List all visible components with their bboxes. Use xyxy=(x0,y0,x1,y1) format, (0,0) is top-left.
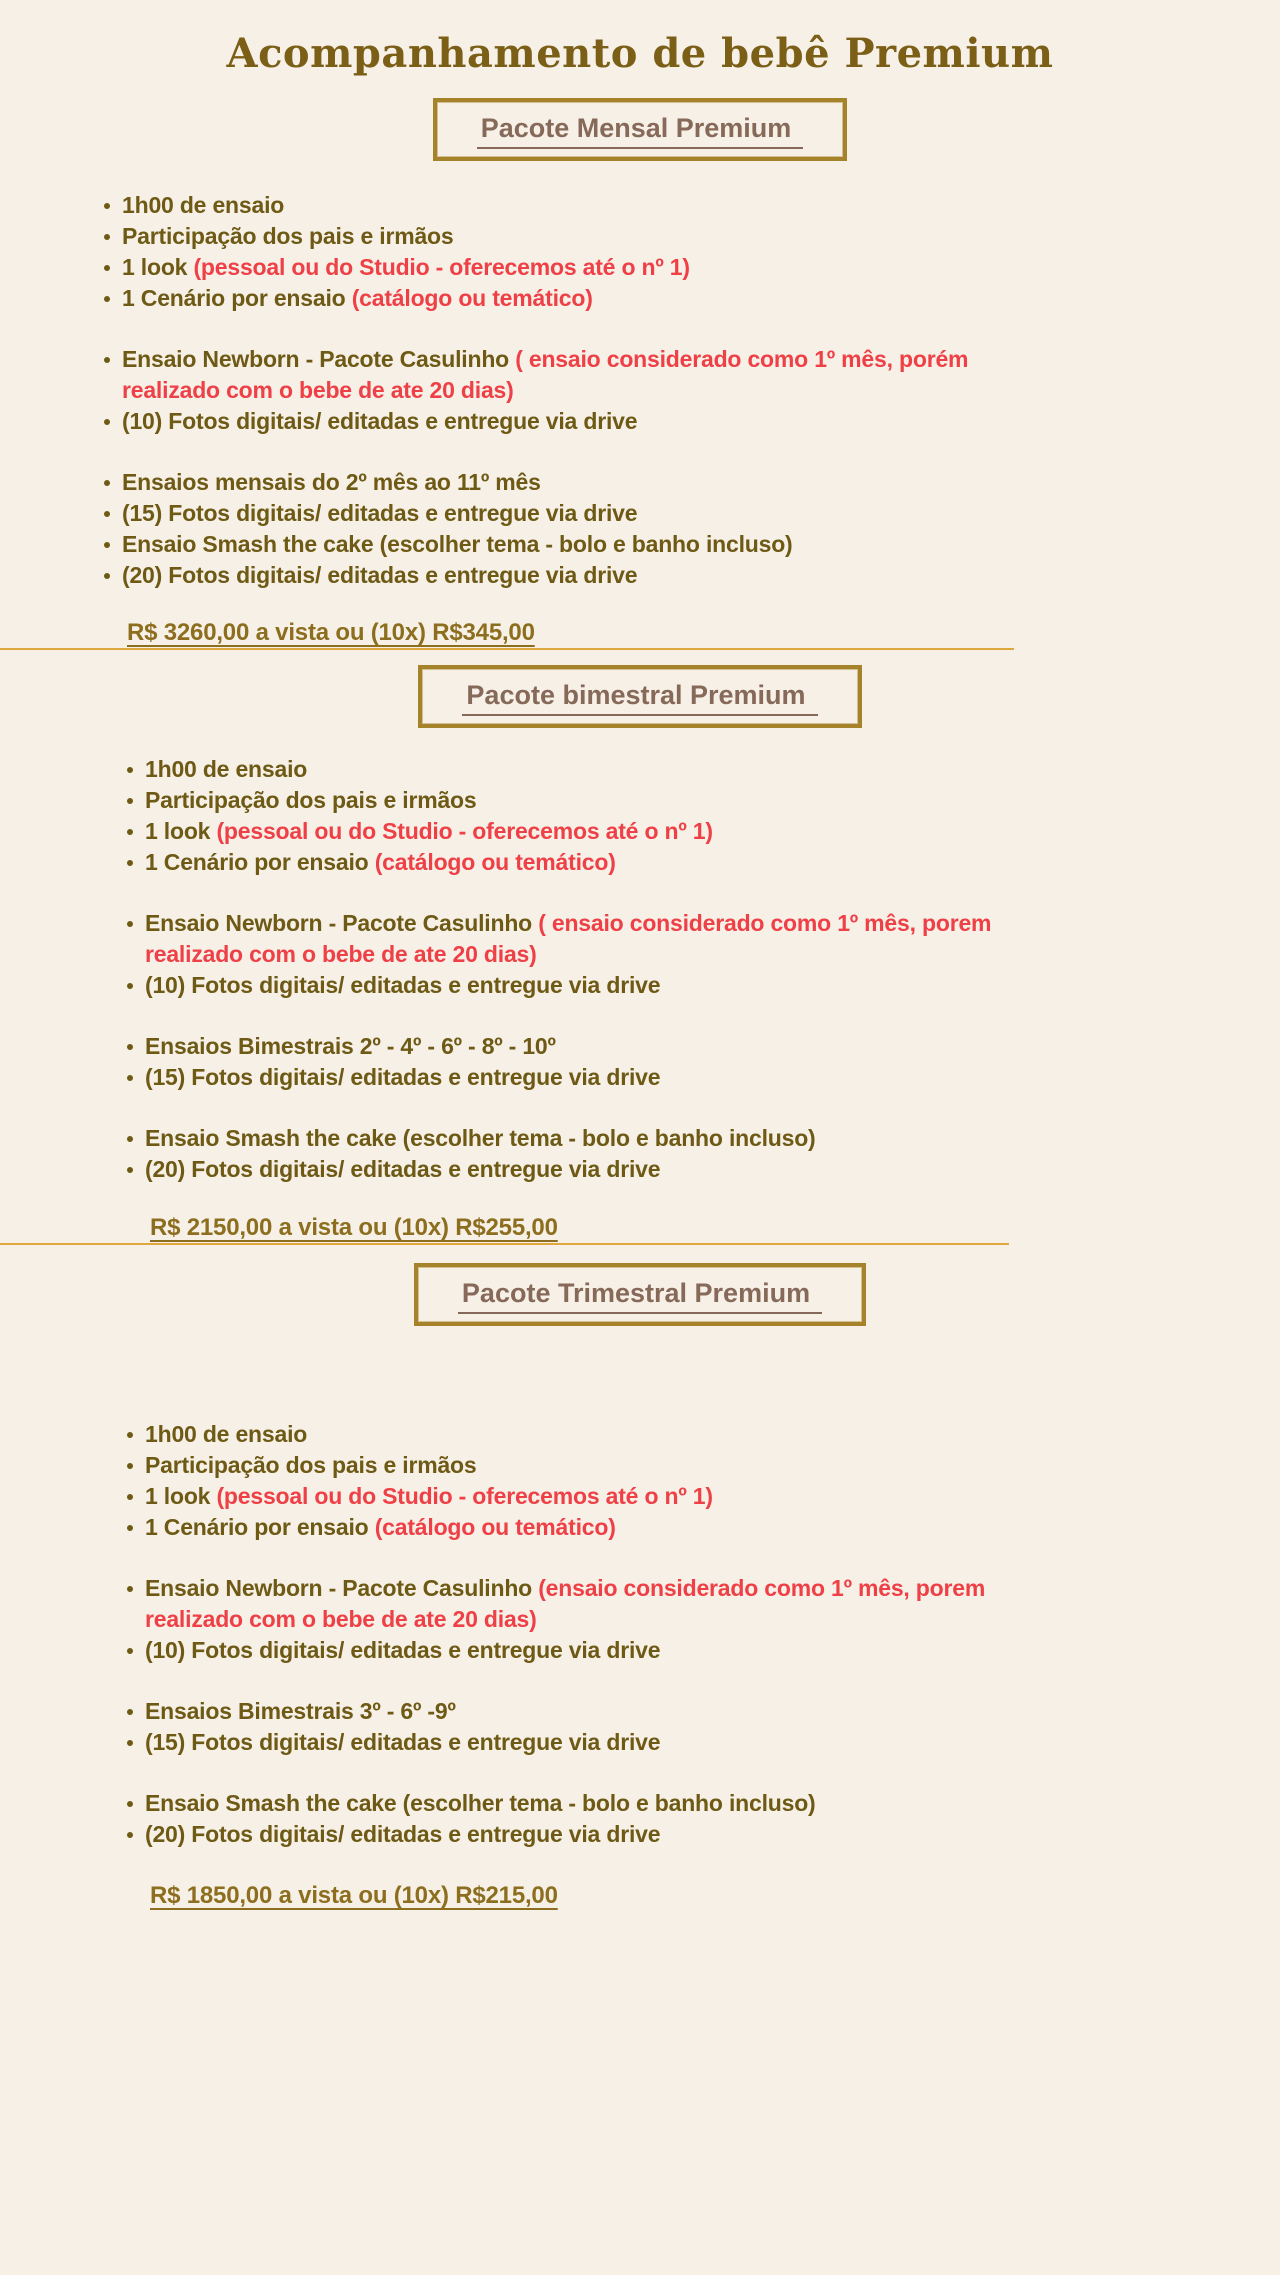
list-item xyxy=(125,1788,1185,1819)
feature-text: 1h00 de ensaio xyxy=(145,756,308,782)
feature-group xyxy=(125,1696,1280,1758)
feature-group xyxy=(125,1788,1280,1850)
feature-group xyxy=(102,467,1280,591)
list-item-line xyxy=(145,1788,1185,1819)
list-item xyxy=(102,190,1162,221)
feature-text: (10) Fotos digitais/ editadas e entregue via drive xyxy=(145,972,661,998)
section-divider xyxy=(0,1243,1009,1245)
list-item xyxy=(125,816,1185,847)
badge-wrap xyxy=(0,665,1280,728)
list-item-line xyxy=(122,283,1162,314)
feature-group xyxy=(125,908,1280,1001)
highlight-text: realizado com o bebe de ate 20 dias) xyxy=(122,377,514,403)
feature-text: (15) Fotos digitais/ editadas e entregue via drive xyxy=(122,500,638,526)
highlight-text: realizado com o bebe de ate 20 dias) xyxy=(145,941,537,967)
list-item-line xyxy=(122,344,1162,375)
list-item-line xyxy=(145,1635,1185,1666)
highlight-text: (pessoal ou do Studio - oferecemos até o nº 1) xyxy=(193,254,690,280)
list-item xyxy=(102,498,1162,529)
list-item xyxy=(125,1727,1185,1758)
list-item xyxy=(102,252,1162,283)
highlight-text: ( ensaio considerado como 1º mês, porem xyxy=(538,910,992,936)
feature-text: 1h00 de ensaio xyxy=(122,192,285,218)
feature-text: Participação dos pais e irmãos xyxy=(145,1452,477,1478)
page-title: Acompanhamento de bebê Premium xyxy=(226,30,1054,77)
feature-text: Ensaio Newborn - Pacote Casulinho xyxy=(122,346,516,372)
list-item-line xyxy=(122,498,1162,529)
feature-text: (20) Fotos digitais/ editadas e entregue via drive xyxy=(145,1821,661,1847)
list-item-line xyxy=(145,1819,1185,1850)
package-section xyxy=(0,98,1280,648)
list-item xyxy=(125,847,1185,878)
package-price xyxy=(127,617,1280,648)
list-item-line xyxy=(145,847,1185,878)
list-item-line xyxy=(145,1481,1185,1512)
highlight-text: (catálogo ou temático) xyxy=(374,849,616,875)
package-price-text: R$ 2150,00 a vista ou (10x) R$255,00 xyxy=(150,1214,558,1241)
package-price xyxy=(150,1212,1280,1243)
feature-text: (15) Fotos digitais/ editadas e entregue via drive xyxy=(145,1064,661,1090)
badge-wrap xyxy=(0,1263,1280,1326)
list-item xyxy=(125,754,1185,785)
package-section xyxy=(0,665,1280,1243)
feature-text: Ensaio Newborn - Pacote Casulinho xyxy=(145,1575,539,1601)
list-item xyxy=(125,970,1185,1001)
highlight-text: (pessoal ou do Studio - oferecemos até o nº 1) xyxy=(216,1483,713,1509)
list-item-line xyxy=(145,1031,1185,1062)
package-badge[interactable] xyxy=(418,665,861,728)
package-badge[interactable] xyxy=(433,98,848,161)
feature-text: Participação dos pais e irmãos xyxy=(122,223,454,249)
feature-text: Ensaios mensais do 2º mês ao 11º mês xyxy=(122,469,541,495)
feature-text: 1 look xyxy=(145,818,217,844)
list-item-line xyxy=(122,467,1162,498)
list-item-line xyxy=(145,1450,1185,1481)
list-item xyxy=(125,785,1185,816)
list-item xyxy=(102,560,1162,591)
list-item xyxy=(125,1123,1185,1154)
list-item xyxy=(102,406,1162,437)
list-item-line xyxy=(122,560,1162,591)
feature-group xyxy=(125,1419,1280,1543)
sections-container xyxy=(0,98,1280,1911)
list-item xyxy=(102,283,1162,314)
feature-text: Ensaios Bimestrais 2º - 4º - 6º - 8º - 10º xyxy=(145,1033,556,1059)
feature-text: (10) Fotos digitais/ editadas e entregue via drive xyxy=(122,408,638,434)
list-item xyxy=(102,467,1162,498)
list-item xyxy=(125,1819,1185,1850)
feature-text: Ensaio Newborn - Pacote Casulinho xyxy=(145,910,539,936)
feature-text: 1 Cenário por ensaio xyxy=(145,1514,375,1540)
highlight-text: (pessoal ou do Studio - oferecemos até o nº 1) xyxy=(216,818,713,844)
package-badge-label: Pacote Trimestral Premium xyxy=(458,1278,822,1314)
feature-text: Ensaio Smash the cake (escolher tema - bolo e banho incluso) xyxy=(145,1125,816,1151)
package-price xyxy=(150,1880,1280,1911)
section-divider xyxy=(0,648,1014,650)
feature-text: 1 Cenário por ensaio xyxy=(122,285,352,311)
highlight-text: (catálogo ou temático) xyxy=(374,1514,616,1540)
list-item-line xyxy=(122,375,1162,406)
list-item xyxy=(102,344,1162,406)
feature-text: (20) Fotos digitais/ editadas e entregue via drive xyxy=(145,1156,661,1182)
list-item-line xyxy=(145,1154,1185,1185)
feature-text: 1 look xyxy=(145,1483,217,1509)
list-item xyxy=(125,1512,1185,1543)
feature-text: Participação dos pais e irmãos xyxy=(145,787,477,813)
list-item-line xyxy=(122,190,1162,221)
list-item-line xyxy=(122,221,1162,252)
list-item-line xyxy=(145,1512,1185,1543)
list-item xyxy=(125,1450,1185,1481)
list-item-line xyxy=(145,1123,1185,1154)
list-item-line xyxy=(145,970,1185,1001)
list-item-line xyxy=(145,939,1185,970)
list-item-line xyxy=(145,1573,1185,1604)
highlight-text: realizado com o bebe de ate 20 dias) xyxy=(145,1606,537,1632)
list-item-line xyxy=(145,1062,1185,1093)
package-price-text: R$ 3260,00 a vista ou (10x) R$345,00 xyxy=(127,619,535,646)
highlight-text: ( ensaio considerado como 1º mês, porém xyxy=(515,346,969,372)
feature-text: Ensaio Smash the cake (escolher tema - bolo e banho incluso) xyxy=(122,531,793,557)
list-item-line xyxy=(145,785,1185,816)
list-item xyxy=(102,529,1162,560)
feature-group xyxy=(102,344,1280,437)
list-item-line xyxy=(122,529,1162,560)
list-item xyxy=(125,1419,1185,1450)
list-item-line xyxy=(145,754,1185,785)
package-price-text: R$ 1850,00 a vista ou (10x) R$215,00 xyxy=(150,1882,558,1909)
badge-wrap xyxy=(0,98,1280,161)
feature-group xyxy=(125,1123,1280,1185)
feature-group xyxy=(125,754,1280,878)
list-item-line xyxy=(122,406,1162,437)
list-item-line xyxy=(145,1727,1185,1758)
feature-text: 1 Cenário por ensaio xyxy=(145,849,375,875)
list-item xyxy=(125,1573,1185,1635)
package-section xyxy=(0,1263,1280,1911)
list-item xyxy=(125,1635,1185,1666)
list-item-line xyxy=(145,908,1185,939)
list-item-line xyxy=(145,1419,1185,1450)
feature-group xyxy=(102,190,1280,314)
feature-text: Ensaio Smash the cake (escolher tema - bolo e banho incluso) xyxy=(145,1790,816,1816)
list-item-line xyxy=(145,1604,1185,1635)
package-badge[interactable] xyxy=(414,1263,866,1326)
list-item xyxy=(125,1031,1185,1062)
feature-text: (10) Fotos digitais/ editadas e entregue via drive xyxy=(145,1637,661,1663)
package-badge-label: Pacote Mensal Premium xyxy=(477,113,804,149)
feature-lists xyxy=(0,1419,1280,1850)
feature-text: Ensaios Bimestrais 3º - 6º -9º xyxy=(145,1698,456,1724)
list-item xyxy=(125,1481,1185,1512)
feature-text: (15) Fotos digitais/ editadas e entregue via drive xyxy=(145,1729,661,1755)
package-badge-label: Pacote bimestral Premium xyxy=(462,680,817,716)
feature-group xyxy=(125,1573,1280,1666)
list-item-line xyxy=(145,816,1185,847)
list-item-line xyxy=(145,1696,1185,1727)
feature-text: 1 look xyxy=(122,254,194,280)
feature-lists xyxy=(0,754,1280,1185)
list-item xyxy=(125,1696,1185,1727)
feature-text: (20) Fotos digitais/ editadas e entregue via drive xyxy=(122,562,638,588)
feature-lists xyxy=(0,190,1280,591)
list-item xyxy=(125,1154,1185,1185)
list-item-line xyxy=(122,252,1162,283)
list-item xyxy=(125,908,1185,970)
highlight-text: (catálogo ou temático) xyxy=(351,285,593,311)
list-item xyxy=(102,221,1162,252)
feature-text: 1h00 de ensaio xyxy=(145,1421,308,1447)
highlight-text: (ensaio considerado como 1º mês, porem xyxy=(538,1575,986,1601)
feature-group xyxy=(125,1031,1280,1093)
list-item xyxy=(125,1062,1185,1093)
